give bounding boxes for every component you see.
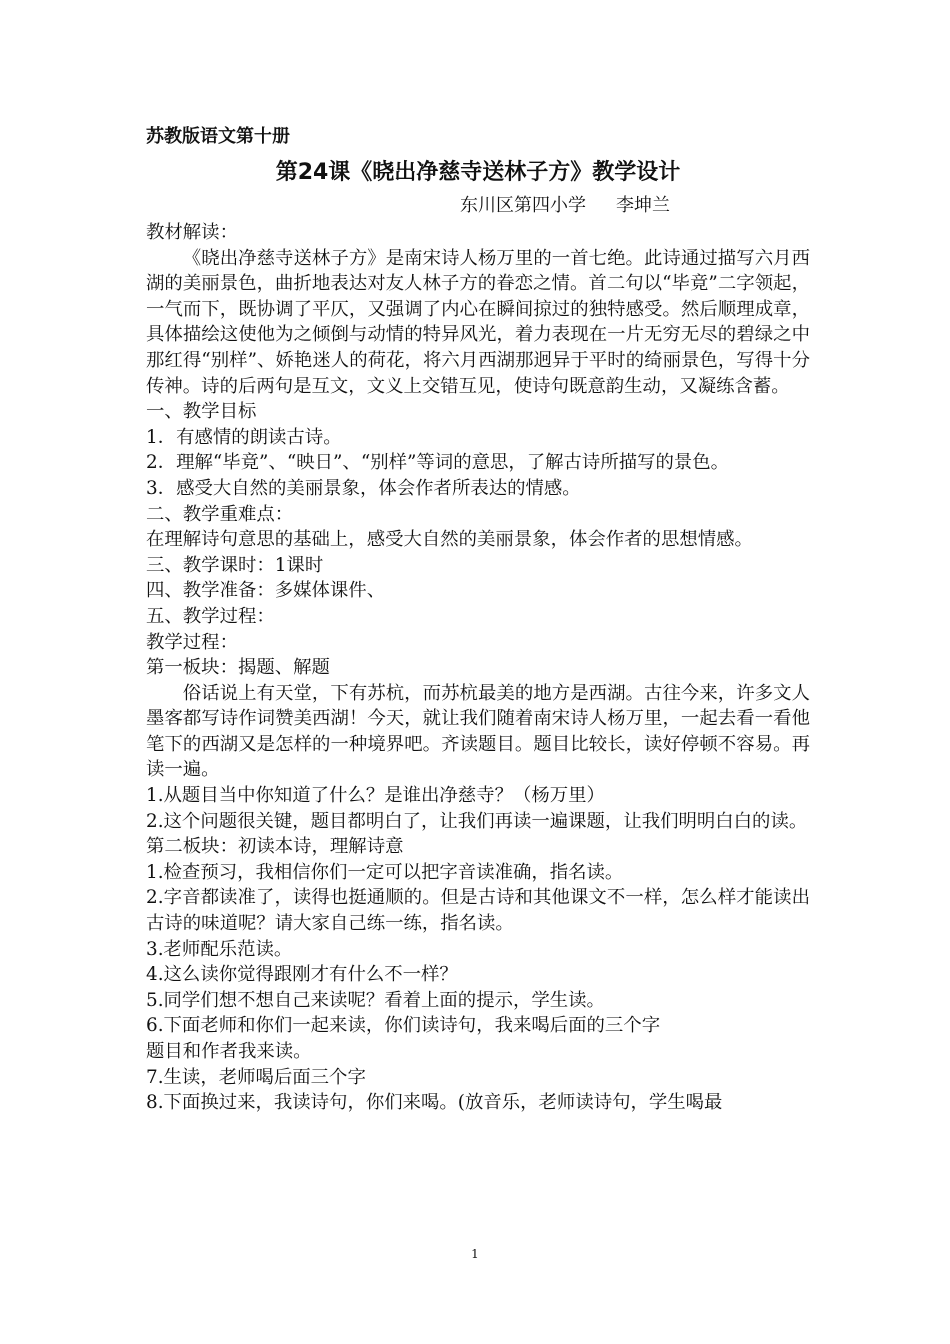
textbook-series: 苏教版语文第十册 <box>146 126 290 147</box>
body-paragraph: 8.下面换过来，我读诗句，你们来喝。(放音乐，老师读诗句，学生喝最 <box>146 1092 723 1114</box>
body-paragraph: 四、教学准备：多媒体课件、 <box>146 580 386 602</box>
body-paragraph: 题目和作者我来读。 <box>146 1041 312 1062</box>
body-paragraph: 2.字音都读准了，读得也挺通顺的。但是古诗和其他课文不一样，怎么样才能读出古诗的味道呢？请大家自己练一练，指名读。 <box>146 887 810 935</box>
author-name: 李坤兰 <box>616 195 670 216</box>
body-paragraph: 三、教学课时：1课时 <box>146 554 324 576</box>
author-school: 东川区第四小学 <box>460 195 586 216</box>
body-paragraph: 6.下面老师和你们一起来读，你们读诗句，我来喝后面的三个字 <box>146 1015 661 1037</box>
body-paragraph: 一、教学目标 <box>146 401 257 423</box>
body-paragraph: 第一板块：揭题、解题 <box>146 657 330 679</box>
body-paragraph: 2.这个问题很关键，题目都明白了，让我们再读一遍课题，让我们明明白白的读。 <box>146 810 808 832</box>
body-paragraph: 二、教学重难点： <box>146 503 294 525</box>
body-paragraph: 7.生读，老师喝后面三个字 <box>146 1066 366 1088</box>
page-number: 1 <box>471 1247 479 1261</box>
body-paragraph: 教材解读： <box>146 222 238 243</box>
body-paragraph: 4.这么读你觉得跟刚才有什么不一样？ <box>146 964 458 986</box>
body-paragraph: 教学过程： <box>146 631 238 653</box>
body-paragraph: 2．理解“毕竟”、“映日”、“别样”等词的意思，了解古诗所描写的景色。 <box>146 452 730 474</box>
body-paragraph: 1.从题目当中你知道了什么？是谁出净慈寺？（杨万里） <box>146 785 605 807</box>
body-paragraph: 5.同学们想不想自己来读呢？看着上面的提示，学生读。 <box>146 989 605 1011</box>
body-paragraph: 五、教学过程： <box>146 605 275 627</box>
body-paragraph: 《晓出净慈寺送林子方》是南宋诗人杨万里的一首七绝。此诗通过描写六月西湖的美丽景色，曲折地表达对友人林子方的眷恋之情。首二句以“毕竟”二字领起，一气而下，既协调了平仄，又强调了内心在瞬间掠过的独特感受。然后顺理成章，具体描绘这使他为之倾倒与动情的特异风光，着力表现在一片无穷无尽的碧绿之中那红得“别样”、娇艳迷人的荷花，将六月西湖那迥异于平时的绮丽景色，写得十分传神。诗的后两句是互文，文义上交错互见，使诗句既意韵生动，又凝练含蓄。 <box>146 247 810 397</box>
document-body <box>146 220 810 1116</box>
body-paragraph: 3.老师配乐范读。 <box>146 938 293 960</box>
document-page <box>146 120 810 1116</box>
body-paragraph: 1.检查预习，我相信你们一定可以把字音读准确，指名读。 <box>146 861 624 883</box>
body-paragraph: 俗话说上有天堂，下有苏杭，而苏杭最美的地方是西湖。古往今来，许多文人墨客都写诗作词赞美西湖！今天，就让我们随着南宋诗人杨万里，一起去看一看他笔下的西湖又是怎样的一种境界吧。齐读题目。题目比较长，读好停顿不容易。再读一遍。 <box>146 682 810 781</box>
body-paragraph: 第二板块：初读本诗，理解诗意 <box>146 836 404 858</box>
author-line <box>146 192 810 220</box>
body-paragraph: 在理解诗句意思的基础上，感受大自然的美丽景象，体会作者的思想情感。 <box>146 529 753 551</box>
body-paragraph: 1．有感情的朗读古诗。 <box>146 426 342 448</box>
document-title: 第24课《晓出净慈寺送林子方》教学设计 <box>275 160 681 185</box>
body-paragraph: 3．感受大自然的美丽景象，体会作者所表达的情感。 <box>146 477 581 499</box>
